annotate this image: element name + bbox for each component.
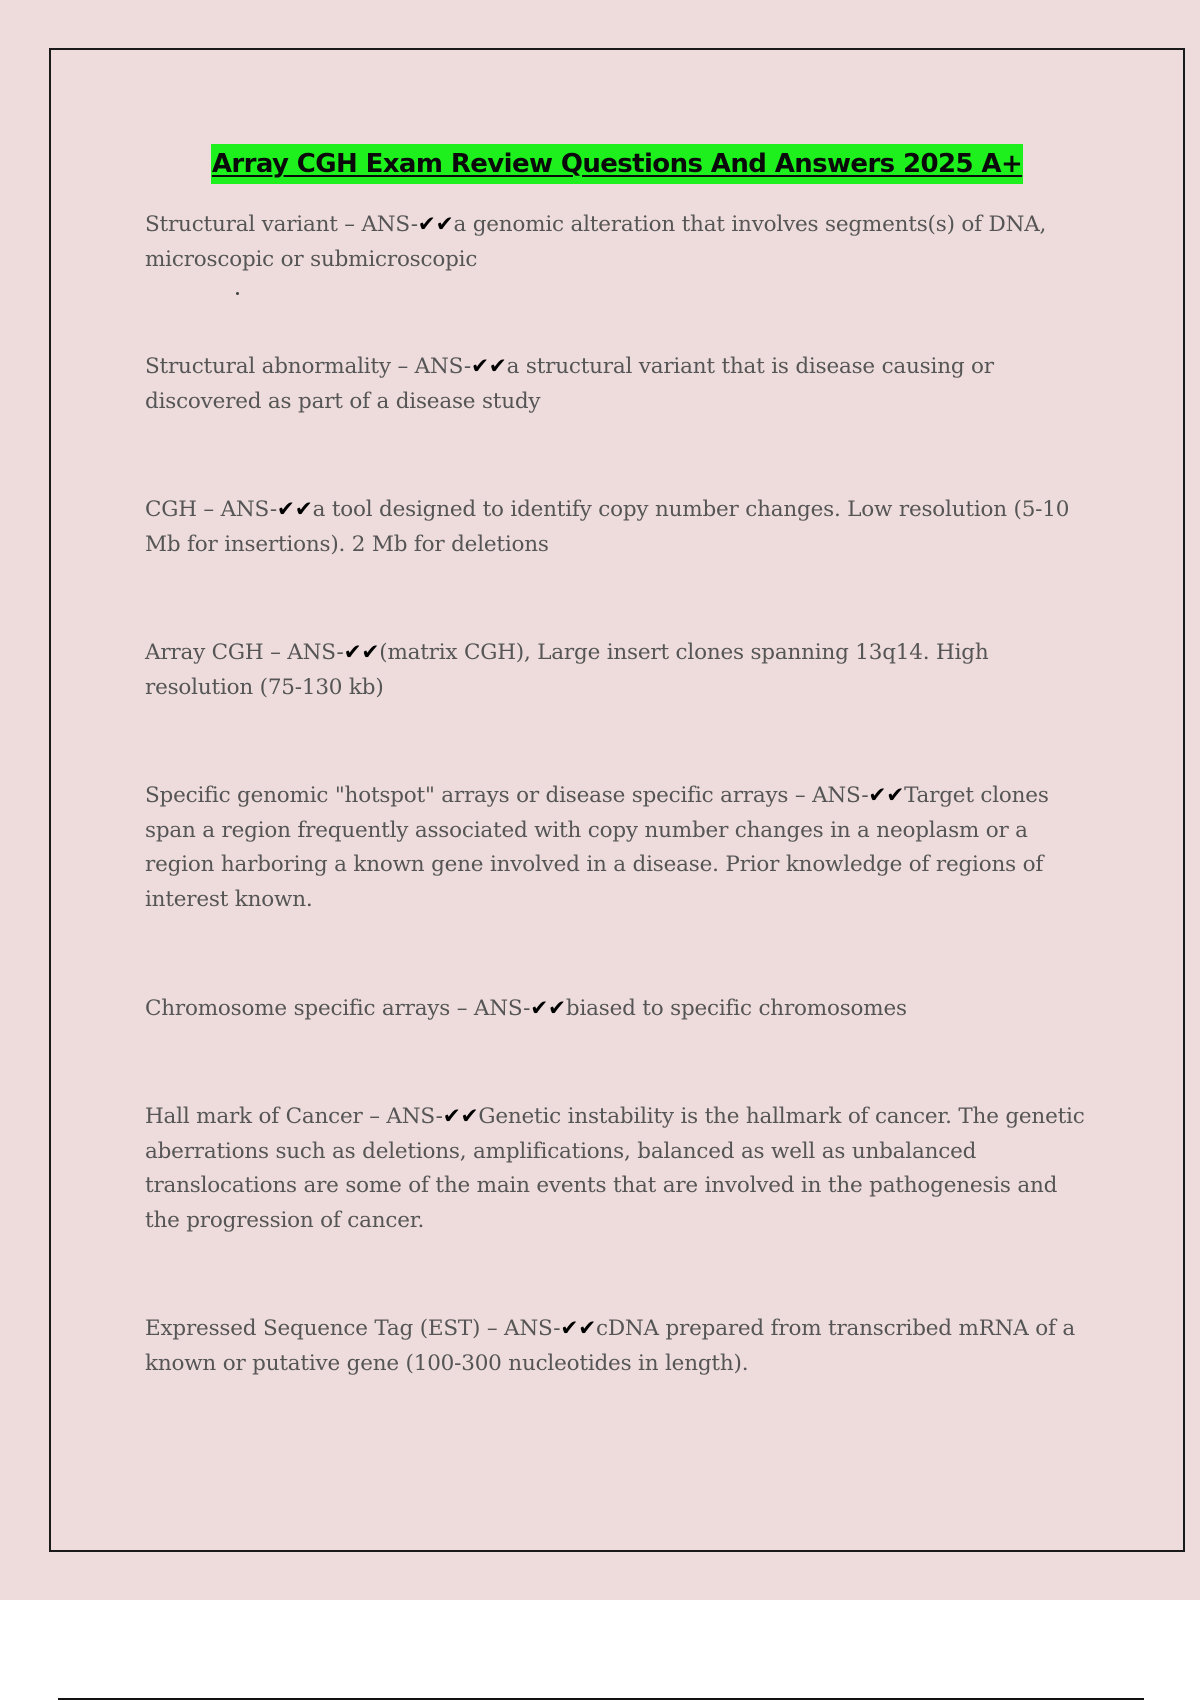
qa-item [145,208,1095,277]
qa-answer: (matrix CGH), Large insert clones spanning 13q14. High resolution (75-130 kb) [145,640,989,700]
qa-term: Structural abnormality [145,354,391,379]
qa-answer: a structural variant that is disease causing or discovered as part of a disease study [145,354,994,414]
qa-answer: cDNA prepared from transcribed mRNA of a known or putative gene (100-300 nucleotides in length). [145,1316,1076,1376]
qa-term: Expressed Sequence Tag (EST) [145,1316,481,1341]
qa-item [145,779,1095,917]
check-marks-icon: ✔✔ [560,1316,597,1341]
qa-item [145,1100,1095,1238]
qa-separator: – ANS- [788,783,869,808]
qa-term: Chromosome specific arrays [145,996,451,1021]
qa-term: Array CGH [145,640,264,665]
qa-item [145,350,1095,419]
document-title: Array CGH Exam Review Questions And Answers 2025 A+ [211,144,1023,184]
qa-answer: Target clones span a region frequently associated with copy number changes in a neoplasm or a region harboring a known gene involved in a disease. Prior knowledge of regions of interest known. [145,783,1049,912]
qa-term: Specific genomic "hotspot" arrays or disease specific arrays [145,783,789,808]
title-container [0,144,1200,184]
qa-separator: – ANS- [263,640,344,665]
check-marks-icon: ✔✔ [276,497,313,522]
qa-separator: – ANS- [480,1316,561,1341]
check-marks-icon: ✔✔ [530,996,566,1021]
qa-answer: biased to specific chromosomes [565,996,907,1021]
qa-term: CGH [145,497,197,522]
qa-separator: – ANS- [390,354,471,379]
qa-separator: – ANS- [196,497,277,522]
qa-term: Hall mark of Cancer [145,1104,363,1129]
check-marks-icon: ✔✔ [470,354,507,379]
check-marks-icon: ✔✔ [417,212,454,237]
qa-item [145,992,1095,1027]
qa-answer: a genomic alteration that involves segments(s) of DNA, microscopic or submicroscopic [145,212,1047,272]
qa-separator: – ANS- [450,996,531,1021]
check-marks-icon: ✔✔ [442,1104,479,1129]
qa-answer: Genetic instability is the hallmark of cancer. The genetic aberrations such as deletions, amplifications, balanced as well as unbalanced translocations are some of the main events that are involved in the pathogenesis and the progression of cancer. [145,1104,1085,1233]
qa-separator: – ANS- [362,1104,443,1129]
qa-item [145,1312,1095,1381]
qa-item [145,636,1095,705]
check-marks-icon: ✔✔ [343,640,380,665]
qa-term: Structural variant [145,212,338,237]
qa-answer: a tool designed to identify copy number changes. Low resolution (5-10 Mb for insertions). 2 Mb for deletions [145,497,1070,557]
qa-separator: – ANS- [337,212,418,237]
stray-dot [236,292,239,295]
qa-item [145,493,1095,562]
check-marks-icon: ✔✔ [868,783,905,808]
